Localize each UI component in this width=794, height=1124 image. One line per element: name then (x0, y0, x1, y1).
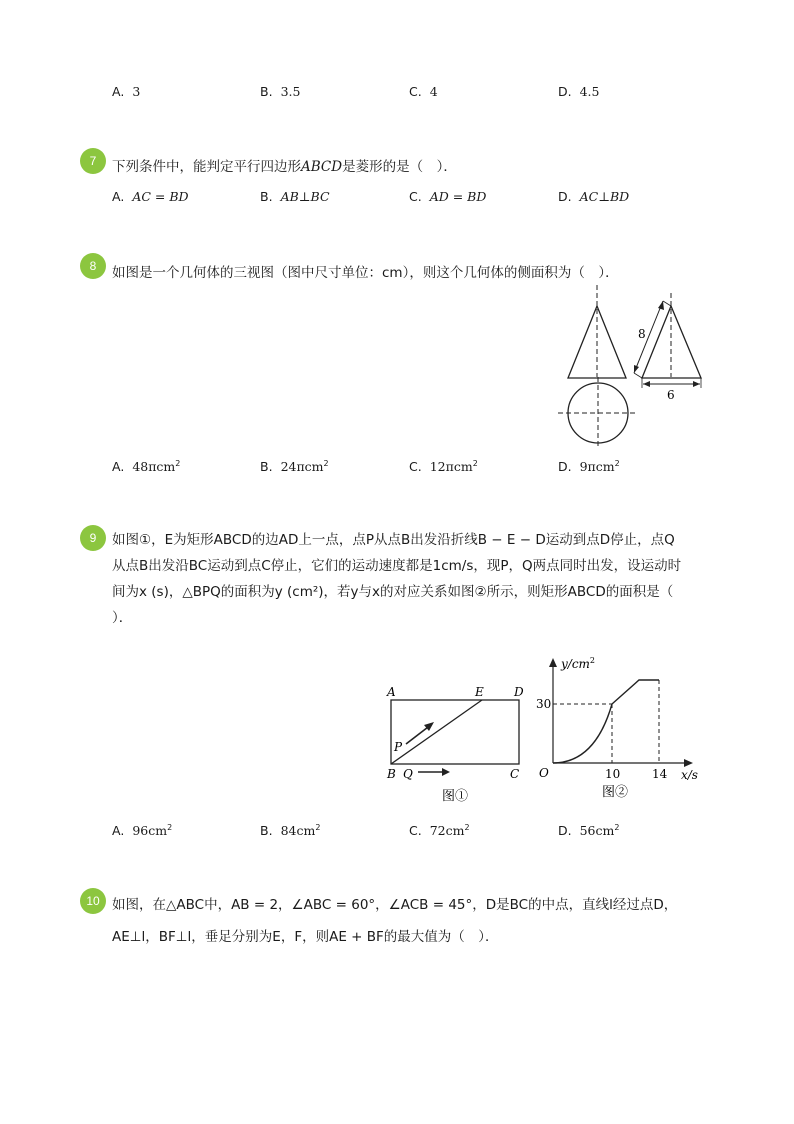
option-text: 72cm (429, 823, 465, 838)
y-axis-label: $y/cm^2$ (561, 656, 596, 671)
x-tick-10: 10 (605, 767, 621, 781)
option-text: 96cm (132, 823, 168, 838)
q9-figure-1 (380, 680, 530, 808)
option-letter: B. (260, 459, 273, 474)
q9-option-b[interactable] (260, 823, 320, 838)
q7-option-b[interactable] (260, 189, 330, 204)
question-number-badge: 9 (80, 525, 106, 551)
q9-line-4: ）． (112, 610, 133, 626)
q6-option-d[interactable] (558, 84, 600, 99)
q9-stem (112, 527, 681, 631)
option-text: 12πcm (429, 459, 473, 474)
label-c: C (510, 767, 520, 781)
option-text: AC = BD (132, 189, 189, 204)
label-e: E (475, 685, 484, 699)
option-sup: 2 (315, 822, 321, 832)
option-text: 9πcm (579, 459, 615, 474)
option-text: 4 (429, 84, 438, 99)
figure-caption: 图② (602, 785, 629, 800)
option-letter: C. (409, 189, 422, 204)
option-sup: 2 (472, 458, 478, 468)
option-text: 24πcm (280, 459, 324, 474)
option-text: 4.5 (579, 84, 600, 99)
option-text: 3.5 (280, 84, 301, 99)
option-sup: 2 (323, 458, 329, 468)
arrow-head (442, 768, 450, 776)
q9-line-2: 从点B出发沿BC运动到点C停止，它们的运动速度都是1cm/s，现P，Q两点同时出发，设运动时 (112, 558, 682, 574)
option-sup: 2 (464, 822, 470, 832)
arrow-head (634, 365, 639, 373)
question-number-badge: 8 (80, 253, 106, 279)
q6-option-b[interactable] (260, 84, 300, 99)
q7-option-d[interactable] (558, 189, 629, 204)
q8-option-a[interactable] (112, 459, 180, 474)
figure-caption: 图① (442, 789, 469, 804)
option-letter: D. (558, 84, 572, 99)
option-letter: D. (558, 189, 572, 204)
q7-option-c[interactable] (409, 189, 486, 204)
option-text: 84cm (280, 823, 316, 838)
question-number-badge: 7 (80, 148, 106, 174)
q9-option-a[interactable] (112, 823, 172, 838)
segment-be (391, 700, 482, 764)
option-letter: C. (409, 823, 422, 838)
q6-option-c[interactable] (409, 84, 438, 99)
q9-option-c[interactable] (409, 823, 470, 838)
option-letter: A. (112, 459, 125, 474)
label-p: P (394, 740, 403, 754)
option-letter: B. (260, 823, 273, 838)
question-number-badge: 10 (80, 888, 106, 914)
q9-figure-2 (535, 652, 710, 804)
q7-stem-math: ABCD (301, 159, 343, 175)
option-text: 56cm (579, 823, 615, 838)
arrow-head (658, 301, 664, 310)
option-text: 3 (132, 84, 141, 99)
label-b: B (387, 767, 396, 781)
option-text: AC⊥BD (579, 189, 630, 204)
base-label: 6 (667, 388, 675, 402)
q9-option-d[interactable] (558, 823, 619, 838)
q7-stem (112, 155, 457, 175)
q7-stem-pre: 下列条件中，能判定平行四边形 (112, 159, 301, 175)
q8-stem: 如图是一个几何体的三视图（图中尺寸单位：cm），则这个几何体的侧面积为（ ）． (112, 265, 619, 281)
line-segment (612, 680, 659, 704)
q6-option-a[interactable] (112, 84, 140, 99)
option-letter: D. (558, 823, 572, 838)
x-tick-14: 14 (652, 767, 668, 781)
option-text: AB⊥BC (280, 189, 330, 204)
x-axis-label: x/s (681, 768, 698, 782)
option-letter: A. (112, 84, 125, 99)
y-tick-30: 30 (536, 697, 552, 711)
arrow-head (684, 759, 693, 767)
option-text: 48πcm (132, 459, 176, 474)
option-letter: B. (260, 84, 273, 99)
q7-option-a[interactable] (112, 189, 189, 204)
option-letter: A. (112, 189, 125, 204)
option-sup: 2 (167, 822, 173, 832)
q10-line-1: 如图，在△ABC中，AB = 2，∠ABC = 60°，∠ACB = 45°，D是BC的中点，直线l经过点D， (112, 897, 678, 913)
q7-stem-post: 是菱形的是（ ）． (342, 159, 457, 175)
curve-segment (553, 704, 612, 763)
arrow-head (643, 381, 650, 387)
q8-option-d[interactable] (558, 459, 620, 474)
label-q: Q (403, 767, 413, 781)
option-letter: C. (409, 84, 422, 99)
option-sup: 2 (614, 822, 620, 832)
q8-three-view-figure (550, 285, 710, 450)
option-letter: C. (409, 459, 422, 474)
q10-stem (112, 896, 677, 946)
arrow-head (549, 658, 557, 667)
rectangle-abcd (391, 700, 519, 764)
q8-option-b[interactable] (260, 459, 329, 474)
label-a: A (387, 685, 396, 699)
q10-line-2: AE⊥l，BF⊥l，垂足分别为E，F，则AE + BF的最大值为（ ）． (112, 929, 499, 945)
option-letter: B. (260, 189, 273, 204)
option-sup: 2 (614, 458, 620, 468)
option-text: AD = BD (429, 189, 487, 204)
q9-line-1: 如图①，E为矩形ABCD的边AD上一点，点P从点B出发沿折线B − E − D运动到点D停止，点Q (112, 532, 675, 548)
slant-label: 8 (638, 327, 646, 341)
option-sup: 2 (175, 458, 181, 468)
label-d: D (514, 685, 524, 699)
option-letter: A. (112, 823, 125, 838)
origin-label: O (539, 766, 549, 780)
option-letter: D. (558, 459, 572, 474)
q8-option-c[interactable] (409, 459, 478, 474)
q9-line-3: 间为x (s)，△BPQ的面积为y (cm²)，若y与x的对应关系如图②所示，则矩形ABCD的面积是（ (112, 584, 674, 600)
arrow-head (693, 381, 700, 387)
